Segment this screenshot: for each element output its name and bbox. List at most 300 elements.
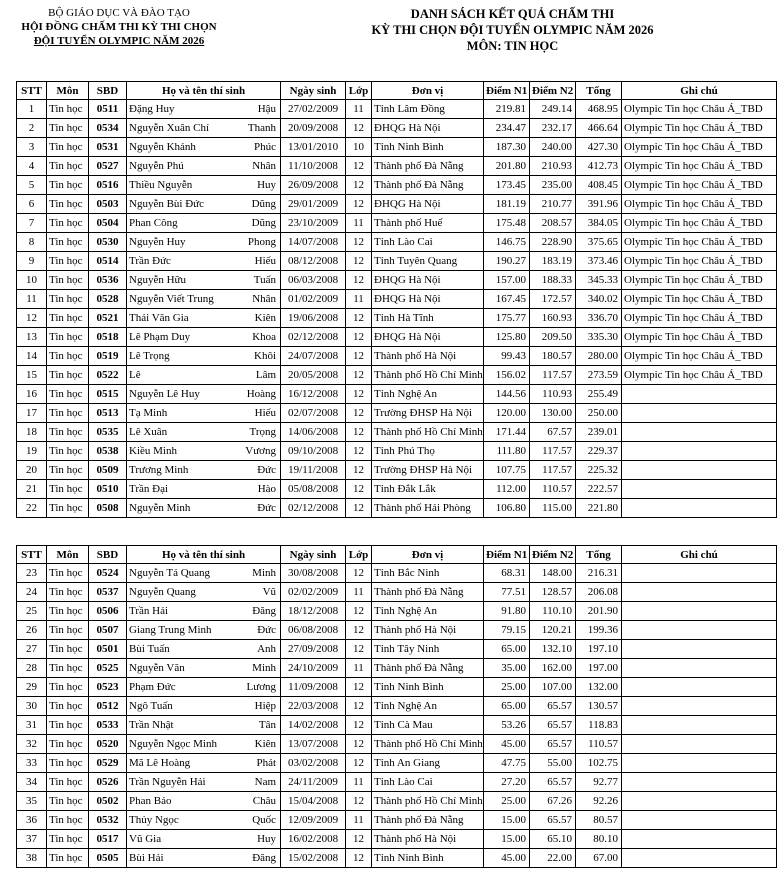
cell-note: Olympic Tin học Châu Á_TBD xyxy=(622,328,777,347)
cell-given-name: Phúc xyxy=(231,138,281,157)
cell-stt: 26 xyxy=(17,621,47,640)
cell-score-n2: 128.57 xyxy=(530,583,576,602)
cell-sbd: 0506 xyxy=(89,602,127,621)
cell-score-n1: 156.02 xyxy=(484,366,530,385)
cell-sbd: 0535 xyxy=(89,423,127,442)
cell-subject: Tin học xyxy=(47,252,89,271)
cell-dob: 30/08/2008 xyxy=(281,564,346,583)
cell-score-n1: 219.81 xyxy=(484,100,530,119)
cell-dob: 13/01/2010 xyxy=(281,138,346,157)
cell-subject: Tin học xyxy=(47,423,89,442)
table-row xyxy=(17,849,777,868)
table-row xyxy=(17,659,777,678)
cell-surname: Tạ Minh xyxy=(127,404,231,423)
cell-subject: Tin học xyxy=(47,583,89,602)
cell-unit: ĐHQG Hà Nội xyxy=(372,195,484,214)
cell-stt: 12 xyxy=(17,309,47,328)
cell-sbd: 0513 xyxy=(89,404,127,423)
cell-surname: Lê Xuân xyxy=(127,423,231,442)
cell-subject: Tin học xyxy=(47,347,89,366)
cell-total: 118.83 xyxy=(576,716,622,735)
cell-unit: Thành phố Đà Nẵng xyxy=(372,659,484,678)
cell-score-n1: 35.00 xyxy=(484,659,530,678)
cell-total: 92.77 xyxy=(576,773,622,792)
header-note: Ghi chú xyxy=(622,546,777,564)
table-row xyxy=(17,564,777,583)
cell-sbd: 0520 xyxy=(89,735,127,754)
cell-given-name: Huy xyxy=(231,830,281,849)
cell-sbd: 0528 xyxy=(89,290,127,309)
cell-score-n1: 187.30 xyxy=(484,138,530,157)
cell-total: 408.45 xyxy=(576,176,622,195)
cell-subject: Tin học xyxy=(47,119,89,138)
cell-score-n2: 188.33 xyxy=(530,271,576,290)
cell-given-name: Huy xyxy=(231,176,281,195)
cell-unit: Tỉnh Ninh Bình xyxy=(372,849,484,868)
table-row xyxy=(17,621,777,640)
cell-score-n1: 45.00 xyxy=(484,849,530,868)
cell-surname: Giang Trung Minh xyxy=(127,621,231,640)
cell-unit: Thành phố Hải Phòng xyxy=(372,499,484,518)
cell-total: 199.36 xyxy=(576,621,622,640)
cell-total: 201.90 xyxy=(576,602,622,621)
cell-dob: 24/11/2009 xyxy=(281,773,346,792)
table-row xyxy=(17,404,777,423)
cell-dob: 02/07/2008 xyxy=(281,404,346,423)
cell-surname: Bùi Hải xyxy=(127,849,231,868)
cell-score-n2: 110.93 xyxy=(530,385,576,404)
cell-dob: 19/11/2008 xyxy=(281,461,346,480)
cell-given-name: Quốc xyxy=(231,811,281,830)
cell-subject: Tin học xyxy=(47,480,89,499)
cell-stt: 38 xyxy=(17,849,47,868)
cell-stt: 32 xyxy=(17,735,47,754)
cell-note: Olympic Tin học Châu Á_TBD xyxy=(622,347,777,366)
cell-given-name: Đức xyxy=(231,461,281,480)
cell-unit: Thành phố Hà Nội xyxy=(372,830,484,849)
table-row xyxy=(17,119,777,138)
cell-dob: 27/09/2008 xyxy=(281,640,346,659)
cell-note xyxy=(622,754,777,773)
cell-surname: Thủy Ngọc xyxy=(127,811,231,830)
cell-score-n1: 106.80 xyxy=(484,499,530,518)
table-row xyxy=(17,252,777,271)
cell-stt: 5 xyxy=(17,176,47,195)
cell-dob: 14/06/2008 xyxy=(281,423,346,442)
cell-score-n1: 234.47 xyxy=(484,119,530,138)
table-header-row xyxy=(17,82,777,100)
cell-sbd: 0538 xyxy=(89,442,127,461)
cell-score-n2: 120.21 xyxy=(530,621,576,640)
cell-grade: 12 xyxy=(346,754,372,773)
cell-unit: Thành phố Đà Nẵng xyxy=(372,176,484,195)
header-dob: Ngày sinh xyxy=(281,546,346,564)
cell-subject: Tin học xyxy=(47,233,89,252)
cell-dob: 16/12/2008 xyxy=(281,385,346,404)
cell-stt: 22 xyxy=(17,499,47,518)
cell-grade: 11 xyxy=(346,659,372,678)
cell-surname: Nguyễn Tá Quang xyxy=(127,564,231,583)
table-row xyxy=(17,290,777,309)
cell-total: 412.73 xyxy=(576,157,622,176)
cell-note: Olympic Tin học Châu Á_TBD xyxy=(622,157,777,176)
cell-unit: Thành phố Hồ Chí Minh xyxy=(372,792,484,811)
cell-dob: 14/07/2008 xyxy=(281,233,346,252)
cell-dob: 02/12/2008 xyxy=(281,328,346,347)
cell-total: 391.96 xyxy=(576,195,622,214)
cell-sbd: 0523 xyxy=(89,678,127,697)
header-grade: Lớp xyxy=(346,82,372,100)
cell-score-n2: 117.57 xyxy=(530,442,576,461)
cell-score-n1: 99.43 xyxy=(484,347,530,366)
cell-subject: Tin học xyxy=(47,328,89,347)
cell-note xyxy=(622,773,777,792)
cell-dob: 22/03/2008 xyxy=(281,697,346,716)
cell-score-n2: 67.57 xyxy=(530,423,576,442)
ministry-name: BỘ GIÁO DỤC VÀ ĐÀO TẠO xyxy=(48,7,190,19)
cell-sbd: 0533 xyxy=(89,716,127,735)
cell-dob: 15/02/2008 xyxy=(281,849,346,868)
cell-unit: Thành phố Hồ Chí Minh xyxy=(372,366,484,385)
council-block xyxy=(14,6,224,48)
cell-unit: Tỉnh An Giang xyxy=(372,754,484,773)
cell-dob: 02/02/2009 xyxy=(281,583,346,602)
header-subject: Môn xyxy=(47,82,89,100)
cell-score-n1: 120.00 xyxy=(484,404,530,423)
cell-score-n2: 240.00 xyxy=(530,138,576,157)
cell-dob: 13/07/2008 xyxy=(281,735,346,754)
cell-total: 92.26 xyxy=(576,792,622,811)
table-row xyxy=(17,442,777,461)
cell-surname: Đặng Huy xyxy=(127,100,231,119)
cell-dob: 06/08/2008 xyxy=(281,621,346,640)
cell-total: 373.46 xyxy=(576,252,622,271)
cell-given-name: Nhân xyxy=(231,290,281,309)
cell-surname: Nguyễn Huy xyxy=(127,233,231,252)
cell-surname: Nguyễn Viết Trung xyxy=(127,290,231,309)
table-row xyxy=(17,138,777,157)
cell-note: Olympic Tin học Châu Á_TBD xyxy=(622,176,777,195)
cell-sbd: 0517 xyxy=(89,830,127,849)
cell-score-n1: 157.00 xyxy=(484,271,530,290)
cell-sbd: 0529 xyxy=(89,754,127,773)
cell-given-name: Tuấn xyxy=(231,271,281,290)
cell-grade: 12 xyxy=(346,849,372,868)
cell-total: 216.31 xyxy=(576,564,622,583)
cell-stt: 9 xyxy=(17,252,47,271)
cell-dob: 01/02/2009 xyxy=(281,290,346,309)
cell-unit: Thành phố Hà Nội xyxy=(372,621,484,640)
cell-grade: 10 xyxy=(346,138,372,157)
cell-grade: 12 xyxy=(346,233,372,252)
cell-given-name: Nhân xyxy=(231,157,281,176)
cell-note xyxy=(622,442,777,461)
cell-surname: Lê Trọng xyxy=(127,347,231,366)
cell-sbd: 0521 xyxy=(89,309,127,328)
cell-note: Olympic Tin học Châu Á_TBD xyxy=(622,100,777,119)
table-body xyxy=(17,100,777,518)
cell-grade: 12 xyxy=(346,252,372,271)
cell-surname: Mã Lê Hoàng xyxy=(127,754,231,773)
cell-score-n1: 15.00 xyxy=(484,811,530,830)
cell-sbd: 0531 xyxy=(89,138,127,157)
cell-given-name: Trọng xyxy=(231,423,281,442)
cell-given-name: Kiên xyxy=(231,735,281,754)
cell-subject: Tin học xyxy=(47,366,89,385)
cell-grade: 12 xyxy=(346,366,372,385)
cell-note: Olympic Tin học Châu Á_TBD xyxy=(622,366,777,385)
cell-score-n1: 181.19 xyxy=(484,195,530,214)
exam-name: KỲ THI CHỌN ĐỘI TUYỂN OLYMPIC NĂM 2026 xyxy=(371,23,654,37)
cell-grade: 12 xyxy=(346,480,372,499)
cell-dob: 11/09/2008 xyxy=(281,678,346,697)
table-row xyxy=(17,602,777,621)
cell-sbd: 0509 xyxy=(89,461,127,480)
table-row xyxy=(17,309,777,328)
cell-subject: Tin học xyxy=(47,716,89,735)
cell-dob: 02/12/2008 xyxy=(281,499,346,518)
cell-given-name: Vũ xyxy=(231,583,281,602)
cell-surname: Thiều Nguyễn xyxy=(127,176,231,195)
cell-sbd: 0516 xyxy=(89,176,127,195)
cell-total: 280.00 xyxy=(576,347,622,366)
cell-note: Olympic Tin học Châu Á_TBD xyxy=(622,290,777,309)
cell-total: 132.00 xyxy=(576,678,622,697)
cell-subject: Tin học xyxy=(47,138,89,157)
cell-note: Olympic Tin học Châu Á_TBD xyxy=(622,119,777,138)
cell-score-n1: 144.56 xyxy=(484,385,530,404)
cell-subject: Tin học xyxy=(47,100,89,119)
cell-score-n1: 167.45 xyxy=(484,290,530,309)
cell-score-n2: 210.77 xyxy=(530,195,576,214)
cell-sbd: 0530 xyxy=(89,233,127,252)
cell-note: Olympic Tin học Châu Á_TBD xyxy=(622,138,777,157)
cell-grade: 12 xyxy=(346,195,372,214)
cell-grade: 12 xyxy=(346,830,372,849)
cell-subject: Tin học xyxy=(47,735,89,754)
cell-score-n1: 146.75 xyxy=(484,233,530,252)
cell-unit: Thành phố Đà Nẵng xyxy=(372,157,484,176)
cell-grade: 12 xyxy=(346,716,372,735)
cell-grade: 12 xyxy=(346,385,372,404)
cell-dob: 26/09/2008 xyxy=(281,176,346,195)
header-dob: Ngày sinh xyxy=(281,82,346,100)
cell-score-n2: 65.10 xyxy=(530,830,576,849)
cell-given-name: Vương xyxy=(231,442,281,461)
cell-grade: 12 xyxy=(346,678,372,697)
cell-given-name: Khoa xyxy=(231,328,281,347)
cell-score-n1: 47.75 xyxy=(484,754,530,773)
cell-stt: 16 xyxy=(17,385,47,404)
cell-total: 110.57 xyxy=(576,735,622,754)
cell-given-name: Dũng xyxy=(231,214,281,233)
header-sbd: SBD xyxy=(89,546,127,564)
cell-stt: 37 xyxy=(17,830,47,849)
cell-score-n1: 112.00 xyxy=(484,480,530,499)
cell-subject: Tin học xyxy=(47,830,89,849)
cell-sbd: 0515 xyxy=(89,385,127,404)
cell-unit: Trường ĐHSP Hà Nội xyxy=(372,461,484,480)
cell-grade: 12 xyxy=(346,442,372,461)
cell-sbd: 0526 xyxy=(89,773,127,792)
cell-dob: 20/09/2008 xyxy=(281,119,346,138)
cell-dob: 06/03/2008 xyxy=(281,271,346,290)
cell-sbd: 0514 xyxy=(89,252,127,271)
cell-total: 273.59 xyxy=(576,366,622,385)
cell-given-name: Lâm xyxy=(231,366,281,385)
table-row xyxy=(17,271,777,290)
cell-stt: 31 xyxy=(17,716,47,735)
cell-unit: Tỉnh Ninh Bình xyxy=(372,138,484,157)
cell-score-n1: 107.75 xyxy=(484,461,530,480)
table-row xyxy=(17,480,777,499)
cell-stt: 13 xyxy=(17,328,47,347)
cell-unit: Thành phố Đà Nẵng xyxy=(372,583,484,602)
cell-score-n1: 45.00 xyxy=(484,735,530,754)
cell-stt: 11 xyxy=(17,290,47,309)
cell-surname: Nguyễn Quang xyxy=(127,583,231,602)
cell-score-n1: 25.00 xyxy=(484,678,530,697)
cell-stt: 1 xyxy=(17,100,47,119)
cell-given-name: Hiếu xyxy=(231,404,281,423)
cell-given-name: Phát xyxy=(231,754,281,773)
cell-score-n2: 65.57 xyxy=(530,773,576,792)
header-subject: Môn xyxy=(47,546,89,564)
cell-score-n2: 67.26 xyxy=(530,792,576,811)
cell-grade: 12 xyxy=(346,697,372,716)
cell-dob: 29/01/2009 xyxy=(281,195,346,214)
cell-subject: Tin học xyxy=(47,290,89,309)
cell-subject: Tin học xyxy=(47,849,89,868)
cell-sbd: 0534 xyxy=(89,119,127,138)
cell-dob: 15/04/2008 xyxy=(281,792,346,811)
cell-note xyxy=(622,792,777,811)
council-line-1: HỘI ĐỒNG CHẤM THI KỲ THI CHỌN xyxy=(21,21,217,33)
cell-stt: 35 xyxy=(17,792,47,811)
cell-sbd: 0510 xyxy=(89,480,127,499)
cell-score-n1: 27.20 xyxy=(484,773,530,792)
cell-grade: 12 xyxy=(346,621,372,640)
table-row xyxy=(17,678,777,697)
cell-surname: Vũ Gia xyxy=(127,830,231,849)
cell-subject: Tin học xyxy=(47,309,89,328)
cell-given-name: Tân xyxy=(231,716,281,735)
cell-grade: 11 xyxy=(346,214,372,233)
cell-stt: 6 xyxy=(17,195,47,214)
cell-note xyxy=(622,602,777,621)
cell-surname: Nguyễn Bùi Đức xyxy=(127,195,231,214)
table-row xyxy=(17,385,777,404)
council-line-2: ĐỘI TUYỂN OLYMPIC NĂM 2026 xyxy=(33,35,205,47)
cell-grade: 12 xyxy=(346,564,372,583)
cell-score-n1: 175.77 xyxy=(484,309,530,328)
cell-score-n1: 173.45 xyxy=(484,176,530,195)
cell-grade: 11 xyxy=(346,583,372,602)
header-score-n2: Điểm N2 xyxy=(530,82,576,100)
cell-sbd: 0502 xyxy=(89,792,127,811)
cell-total: 239.01 xyxy=(576,423,622,442)
cell-total: 197.00 xyxy=(576,659,622,678)
cell-stt: 8 xyxy=(17,233,47,252)
cell-stt: 36 xyxy=(17,811,47,830)
cell-total: 206.08 xyxy=(576,583,622,602)
cell-grade: 12 xyxy=(346,157,372,176)
header-note: Ghi chú xyxy=(622,82,777,100)
cell-score-n1: 201.80 xyxy=(484,157,530,176)
cell-note xyxy=(622,461,777,480)
cell-score-n2: 162.00 xyxy=(530,659,576,678)
table-row xyxy=(17,328,777,347)
cell-subject: Tin học xyxy=(47,678,89,697)
table-row xyxy=(17,423,777,442)
cell-total: 225.32 xyxy=(576,461,622,480)
cell-stt: 29 xyxy=(17,678,47,697)
cell-unit: ĐHQG Hà Nội xyxy=(372,328,484,347)
cell-grade: 12 xyxy=(346,499,372,518)
cell-dob: 03/02/2008 xyxy=(281,754,346,773)
cell-note xyxy=(622,404,777,423)
table-row xyxy=(17,461,777,480)
cell-grade: 12 xyxy=(346,119,372,138)
cell-total: 222.57 xyxy=(576,480,622,499)
cell-sbd: 0525 xyxy=(89,659,127,678)
cell-subject: Tin học xyxy=(47,195,89,214)
table-row xyxy=(17,773,777,792)
cell-given-name: Hậu xyxy=(231,100,281,119)
cell-stt: 19 xyxy=(17,442,47,461)
cell-given-name: Dũng xyxy=(231,195,281,214)
cell-total: 80.57 xyxy=(576,811,622,830)
table-row xyxy=(17,347,777,366)
results-table-page-1 xyxy=(16,81,777,518)
cell-dob: 11/10/2008 xyxy=(281,157,346,176)
cell-given-name: Phong xyxy=(231,233,281,252)
cell-score-n2: 148.00 xyxy=(530,564,576,583)
header-name: Họ và tên thí sinh xyxy=(127,546,281,564)
cell-surname: Nguyễn Văn xyxy=(127,659,231,678)
cell-surname: Nguyễn Khánh xyxy=(127,138,231,157)
cell-score-n2: 22.00 xyxy=(530,849,576,868)
cell-total: 229.37 xyxy=(576,442,622,461)
cell-score-n2: 249.14 xyxy=(530,100,576,119)
table-row xyxy=(17,754,777,773)
cell-stt: 20 xyxy=(17,461,47,480)
header-grade: Lớp xyxy=(346,546,372,564)
cell-unit: Tỉnh Tây Ninh xyxy=(372,640,484,659)
cell-surname: Thái Văn Gia xyxy=(127,309,231,328)
cell-score-n2: 110.10 xyxy=(530,602,576,621)
cell-unit: Thành phố Hà Nội xyxy=(372,347,484,366)
cell-stt: 23 xyxy=(17,564,47,583)
cell-grade: 11 xyxy=(346,290,372,309)
cell-stt: 34 xyxy=(17,773,47,792)
cell-score-n1: 190.27 xyxy=(484,252,530,271)
cell-score-n1: 111.80 xyxy=(484,442,530,461)
cell-total: 340.02 xyxy=(576,290,622,309)
cell-unit: Tỉnh Cà Mau xyxy=(372,716,484,735)
cell-sbd: 0505 xyxy=(89,849,127,868)
cell-note xyxy=(622,849,777,868)
cell-score-n2: 132.10 xyxy=(530,640,576,659)
table-row xyxy=(17,811,777,830)
cell-unit: Trường ĐHSP Hà Nội xyxy=(372,404,484,423)
header-stt: STT xyxy=(17,546,47,564)
cell-score-n2: 228.90 xyxy=(530,233,576,252)
cell-grade: 12 xyxy=(346,640,372,659)
cell-sbd: 0507 xyxy=(89,621,127,640)
cell-sbd: 0508 xyxy=(89,499,127,518)
cell-score-n2: 115.00 xyxy=(530,499,576,518)
